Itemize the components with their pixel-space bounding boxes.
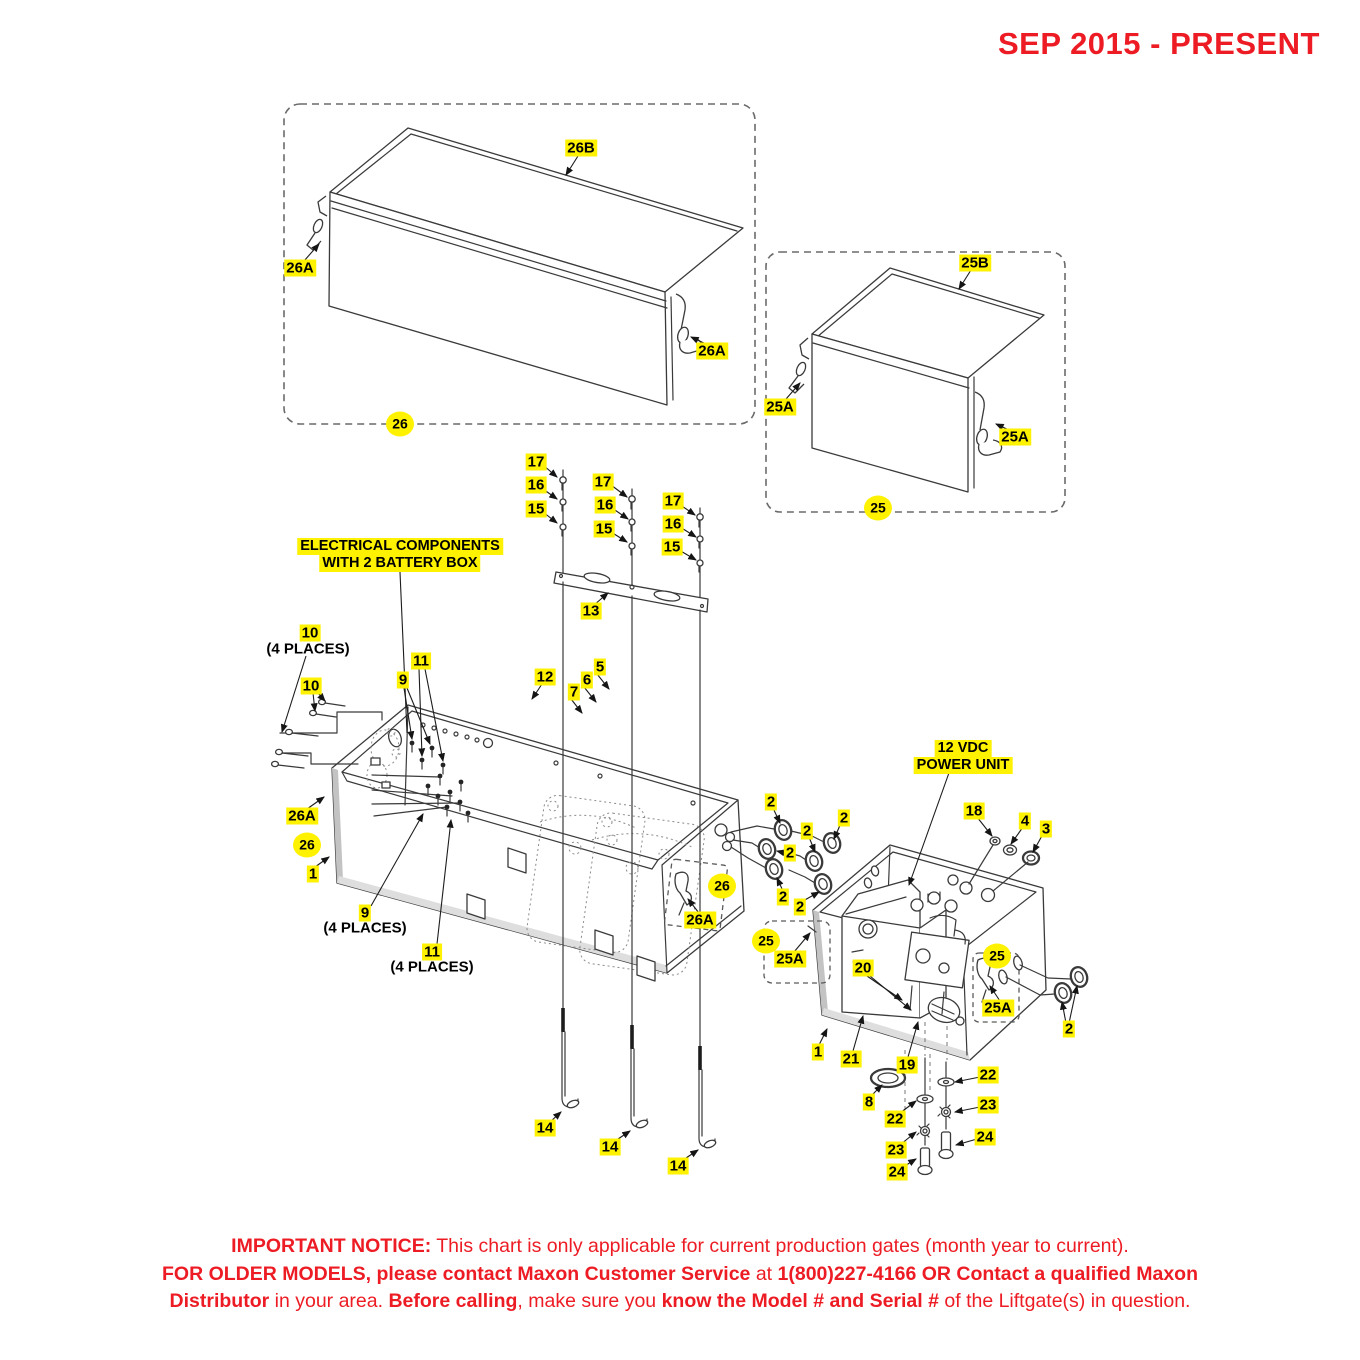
callout-25: 25 bbox=[864, 496, 892, 521]
callout-17: 17 bbox=[594, 473, 612, 491]
callout-26a: 26A bbox=[286, 259, 314, 277]
callout-24: 24 bbox=[888, 1163, 906, 1181]
battery-box-label-line1: ELECTRICAL COMPONENTS bbox=[297, 538, 503, 555]
callout-26a: 26A bbox=[288, 807, 316, 825]
callout-15: 15 bbox=[663, 538, 681, 556]
callout-9: 9 bbox=[360, 904, 370, 922]
callout-26: 26 bbox=[708, 874, 736, 899]
callout-10: 10 bbox=[302, 677, 320, 695]
important-notice bbox=[0, 1233, 1360, 1316]
callout-24: 24 bbox=[976, 1128, 994, 1146]
callout-10: 10 bbox=[301, 624, 319, 642]
notice-segment: 1(800)227-4166 OR Contact a qualified Maxon bbox=[777, 1262, 1198, 1285]
callout-26a: 26A bbox=[698, 342, 726, 360]
callout-5: 5 bbox=[595, 658, 605, 676]
callout-22: 22 bbox=[979, 1066, 997, 1084]
notice-segment: This chart is only applicable for current production gates (month year to current). bbox=[431, 1235, 1129, 1257]
callout-15: 15 bbox=[527, 500, 545, 518]
callout-25a: 25A bbox=[1001, 428, 1029, 446]
callout-9: 9 bbox=[398, 671, 408, 689]
notice-segment: at bbox=[750, 1262, 778, 1285]
callout-26: 26 bbox=[293, 833, 321, 858]
callout-1: 1 bbox=[813, 1043, 823, 1061]
callout-25b: 25B bbox=[961, 254, 989, 272]
grommet-2-parts bbox=[756, 818, 842, 896]
fastener-stacks-art bbox=[554, 470, 708, 612]
notice-segment: know the Model # and Serial # bbox=[661, 1290, 939, 1312]
callout-25a: 25A bbox=[776, 950, 804, 968]
callout-16: 16 bbox=[596, 496, 614, 514]
callout-11: 11 bbox=[424, 943, 440, 961]
callout-23: 23 bbox=[887, 1141, 905, 1159]
callout-8: 8 bbox=[864, 1093, 874, 1111]
callout-11: 11 bbox=[413, 652, 429, 670]
callout-16: 16 bbox=[664, 515, 682, 533]
bottom-hardware-art bbox=[871, 1058, 954, 1175]
callout-14: 14 bbox=[669, 1157, 687, 1175]
notice-segment: Before calling bbox=[388, 1290, 518, 1312]
callout-note: (4 PLACES) bbox=[266, 640, 350, 658]
callout-2: 2 bbox=[839, 809, 849, 827]
callout-14: 14 bbox=[601, 1138, 619, 1156]
callout-note: (4 PLACES) bbox=[323, 919, 407, 937]
callout-2: 2 bbox=[802, 822, 812, 840]
callout-26a: 26A bbox=[686, 911, 714, 929]
callout-18: 18 bbox=[965, 802, 983, 820]
callout-13: 13 bbox=[582, 602, 600, 620]
notice-segment: in your area. bbox=[269, 1290, 389, 1312]
notice-line bbox=[0, 1261, 1360, 1289]
notice-segment: , make sure you bbox=[517, 1290, 662, 1312]
notice-segment: IMPORTANT NOTICE: bbox=[231, 1235, 432, 1257]
callout-2: 2 bbox=[778, 888, 788, 906]
callout-22: 22 bbox=[886, 1110, 904, 1128]
power-unit-box-art bbox=[764, 837, 1090, 1128]
callout-3: 3 bbox=[1041, 820, 1051, 838]
callout-25a: 25A bbox=[766, 398, 794, 416]
cover-26-art bbox=[307, 128, 743, 405]
notice-segment: of the Liftgate(s) in question. bbox=[938, 1290, 1191, 1312]
power-unit-label-line1: 12 VDC bbox=[935, 740, 992, 757]
battery-box-section-label bbox=[297, 538, 503, 572]
callout-17: 17 bbox=[664, 492, 682, 510]
notice-segment: Distributor bbox=[169, 1290, 270, 1312]
power-unit-assembly bbox=[842, 880, 969, 1026]
callout-21: 21 bbox=[842, 1050, 860, 1068]
callout-23: 23 bbox=[979, 1096, 997, 1114]
callout-2: 2 bbox=[785, 844, 795, 862]
callout-12: 12 bbox=[536, 668, 554, 686]
power-unit-label-line2: POWER UNIT bbox=[914, 757, 1013, 774]
battery-box-label-line2: WITH 2 BATTERY BOX bbox=[319, 555, 480, 572]
callout-note: (4 PLACES) bbox=[390, 958, 474, 976]
notice-segment: FOR OLDER MODELS, please contact Maxon Customer Service bbox=[162, 1262, 751, 1285]
callout-25: 25 bbox=[752, 929, 780, 954]
callout-26: 26 bbox=[386, 412, 414, 437]
callout-7: 7 bbox=[569, 683, 579, 701]
callout-1: 1 bbox=[308, 865, 318, 883]
battery-box-art bbox=[272, 699, 744, 981]
bolt-10-parts bbox=[272, 699, 345, 768]
mounting-plate-art bbox=[554, 571, 708, 612]
page-title: SEP 2015 - PRESENT bbox=[997, 26, 1320, 61]
callout-15: 15 bbox=[595, 520, 613, 538]
callout-19: 19 bbox=[898, 1056, 916, 1074]
cover-25-art bbox=[789, 268, 1044, 492]
callout-4: 4 bbox=[1020, 812, 1030, 830]
callout-6: 6 bbox=[582, 671, 592, 689]
callout-17: 17 bbox=[527, 453, 545, 471]
callout-20: 20 bbox=[854, 959, 872, 977]
callout-16: 16 bbox=[527, 476, 545, 494]
callout-2: 2 bbox=[766, 793, 776, 811]
callout-25: 25 bbox=[983, 944, 1011, 969]
notice-line bbox=[0, 1288, 1360, 1316]
callout-2: 2 bbox=[1064, 1020, 1074, 1038]
callout-26b: 26B bbox=[567, 139, 595, 157]
callout-2: 2 bbox=[795, 898, 805, 916]
power-unit-section-label bbox=[914, 740, 1013, 774]
callout-14: 14 bbox=[536, 1119, 554, 1137]
callout-25a: 25A bbox=[984, 999, 1012, 1017]
notice-line bbox=[0, 1233, 1360, 1261]
